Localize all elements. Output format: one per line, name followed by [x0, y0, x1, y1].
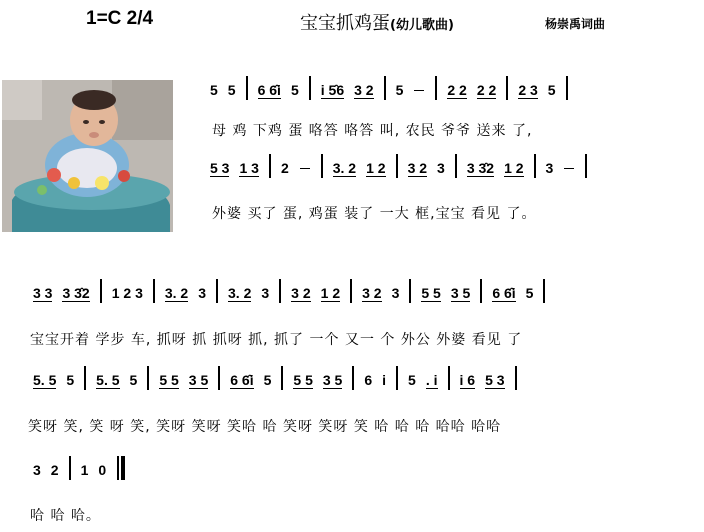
note: 3	[261, 285, 270, 301]
song-title-sub: (幼儿歌曲)	[390, 18, 454, 33]
note: 3 3̂2	[466, 160, 495, 176]
key-signature: 1=C 2/4	[86, 8, 154, 29]
baby-photo-image	[2, 80, 173, 232]
note: . i	[425, 372, 438, 388]
song-title-main: 宝宝抓鸡蛋	[300, 13, 390, 34]
note: 3 3	[33, 285, 53, 301]
note: 5 5	[159, 372, 179, 388]
note: i 6	[459, 372, 476, 388]
note: i 5̂6	[320, 82, 345, 98]
lyrics-line-5: 哈 哈 哈。	[30, 508, 101, 524]
note: 3. 2	[332, 160, 357, 176]
note: 5	[66, 372, 75, 388]
note: 5	[210, 82, 218, 98]
note: 3. 2	[228, 285, 252, 301]
note: 2	[50, 462, 59, 478]
note: 6	[364, 372, 373, 388]
note: 5 5	[293, 372, 313, 388]
note: 6 6̂i	[492, 285, 516, 301]
note: 5	[227, 82, 236, 98]
note: 3	[545, 160, 554, 176]
baby-photo	[2, 80, 173, 232]
note: 5	[408, 372, 416, 388]
note: 1 2 3	[111, 285, 143, 301]
lyrics-line-3: 宝宝开着 学步 车, 抓呀 抓 抓呀 抓, 抓了 一个 又一 个 外公 外婆 看见 了	[30, 332, 523, 348]
note: 5 5	[421, 285, 441, 301]
lyrics-line-2: 外婆 买了 蛋, 鸡蛋 装了 一大 框,宝宝 看见 了。	[212, 206, 537, 222]
note: 1 3	[239, 160, 259, 176]
notation-line-2	[205, 150, 592, 178]
note: 3 2	[354, 82, 374, 98]
note: 3 2	[291, 285, 311, 301]
note: 3	[391, 285, 400, 301]
note: 5 3	[210, 160, 230, 176]
note: 3 5	[322, 372, 343, 388]
note: 1 2	[320, 285, 341, 301]
note: 2 2	[476, 82, 497, 98]
note: 2	[280, 160, 289, 176]
note: 5	[263, 372, 272, 388]
note: 6 6̂i	[230, 372, 254, 388]
notation-line-4	[28, 362, 522, 390]
note: 3. 2	[164, 285, 189, 301]
note: 5	[547, 82, 556, 98]
note: 2 2	[447, 82, 467, 98]
note: 6 6̂i	[257, 82, 281, 98]
note: 5	[129, 372, 138, 388]
note: 3 5	[450, 285, 471, 301]
note: 5	[395, 82, 404, 98]
note: 5 3	[485, 372, 505, 388]
note: 3 5	[188, 372, 209, 388]
note: 1 2	[366, 160, 386, 176]
note: 3	[33, 462, 41, 478]
note: 5. 5	[33, 372, 57, 388]
note: 5	[525, 285, 534, 301]
note: 3 3̂2	[62, 285, 90, 301]
note: 3 2	[362, 285, 382, 301]
note: 1	[80, 462, 89, 478]
note: 0	[98, 462, 107, 478]
note: 3	[198, 285, 207, 301]
notation-line-5	[28, 452, 131, 480]
note: 3	[437, 160, 445, 176]
note: 5. 5	[96, 372, 120, 388]
note: 5	[290, 82, 299, 98]
note: 1 2	[504, 160, 524, 176]
lyrics-line-1: 母 鸡 下鸡 蛋 咯答 咯答 叫, 农民 爷爷 送来 了,	[212, 123, 533, 139]
lyrics-line-4: 笑呀 笑, 笑 呀 笑, 笑呀 笑呀 笑哈 哈 笑呀 笑呀 笑 哈 哈 哈 哈哈 哈哈	[28, 419, 502, 435]
notation-line-1	[205, 72, 573, 100]
note: 2 3	[518, 82, 538, 98]
song-author: 杨崇禹词曲	[545, 17, 606, 31]
notation-line-3	[28, 275, 550, 303]
note: 3 2	[407, 160, 428, 176]
song-title	[300, 9, 454, 35]
note: i	[382, 372, 387, 388]
